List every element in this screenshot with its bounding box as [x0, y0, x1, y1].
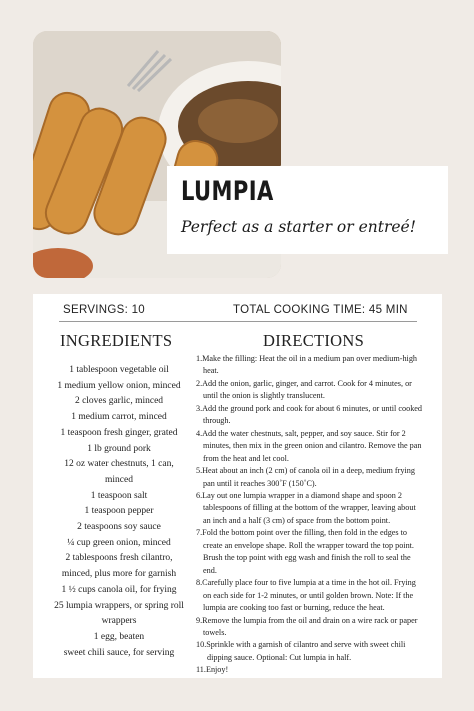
direction-step-line: [196, 465, 436, 477]
direction-step-line: [196, 577, 436, 589]
ingredient-line: sweet chili sauce, for serving: [63, 647, 175, 658]
step-text: Fold the bottom point over the filling, then fold in the edges to: [202, 528, 408, 538]
step-text: an inch and a half (3 cm) of space from the bottom point.: [203, 515, 391, 525]
recipe-subtitle: Perfect as a starter or entreé!: [181, 218, 416, 236]
direction-step-line: [196, 664, 436, 676]
step-number: 9.: [196, 615, 203, 625]
direction-step-line: [196, 515, 436, 527]
step-number: 4.: [196, 428, 203, 438]
step-text: heat.: [203, 366, 219, 376]
step-text: Lay out one lumpia wrapper in a diamond shape and spoon 2: [202, 490, 403, 500]
direction-step-line: [196, 540, 436, 552]
direction-step-line: [196, 627, 436, 639]
ingredient-line: minced: [105, 474, 133, 485]
direction-step-line: [196, 527, 436, 539]
step-text: from the heat and let cool.: [203, 453, 289, 463]
ingredients-heading: INGREDIENTS: [60, 331, 173, 350]
ingredient-line: 2 teaspoons soy sauce: [77, 522, 161, 533]
step-text: Make the filling: Heat the oil in a medium pan over medium-high: [202, 354, 418, 363]
step-text: Enjoy!: [205, 665, 229, 675]
step-number: 3.: [196, 403, 203, 413]
direction-step-line: [196, 390, 436, 402]
servings-label: SERVINGS: 10: [63, 304, 146, 316]
direction-step-line: [196, 502, 436, 514]
direction-step-line: [196, 365, 436, 377]
step-text: dipping sauce. Optional: Cut lumpia in half.: [207, 652, 352, 662]
direction-step-line: [196, 602, 436, 614]
direction-step-line: [196, 615, 436, 627]
ingredient-line: 1 medium carrot, minced: [71, 412, 167, 423]
direction-step-line: [196, 353, 436, 365]
step-number: 1.: [196, 354, 203, 363]
direction-step-line: [196, 478, 436, 490]
step-text: through.: [203, 416, 231, 426]
ingredient-line: 1 teaspoon fresh ginger, grated: [60, 427, 178, 438]
step-number: 7.: [196, 528, 203, 538]
ingredient-line: 1 medium yellow onion, minced: [57, 380, 181, 391]
ingredient-line: 12 oz water chestnuts, 1 can,: [64, 459, 174, 470]
step-text: Add the onion, garlic, ginger, and carrot. Cook for 4 minutes, or: [202, 378, 412, 388]
ingredient-line: 25 lumpia wrappers, or spring roll: [54, 600, 184, 611]
ingredient-line: 1 teaspoon salt: [90, 490, 148, 501]
direction-step-line: [196, 453, 436, 465]
step-text: Add the ground pork and cook for about 6 minutes, or until cooked: [202, 403, 423, 413]
title-box: [167, 166, 448, 254]
direction-step-line: [196, 428, 436, 440]
direction-step-line: [196, 403, 436, 415]
step-text: on each side for 1-2 minutes, or until golden brown. Note: If the: [203, 590, 414, 600]
step-text: Sprinkle with a garnish of cilantro and serve with sweet chili: [206, 640, 406, 650]
step-text: towels.: [203, 627, 227, 637]
ingredient-line: wrappers: [101, 616, 137, 627]
step-text: create an envelope shape. Roll the wrapper toward the top point.: [203, 540, 414, 550]
direction-step-line: [196, 652, 436, 664]
direction-step-line: [196, 565, 436, 577]
ingredient-line: 2 cloves garlic, minced: [74, 396, 164, 407]
direction-step-line: [196, 490, 436, 502]
step-number: 10.: [196, 640, 207, 650]
ingredient-line: 1 lb ground pork: [87, 443, 151, 454]
step-text: Remove the lumpia from the oil and drain on a wire rack or paper: [202, 615, 418, 625]
direction-step-line: [196, 552, 436, 564]
step-text: end.: [203, 565, 217, 575]
direction-step-line: [196, 639, 436, 651]
ingredient-line: 1 teaspoon pepper: [84, 506, 154, 517]
divider: [59, 321, 417, 322]
direction-step-line: [196, 415, 436, 427]
step-text: Heat about an inch (2 cm) of canola oil in a deep, medium frying: [202, 466, 415, 476]
step-text: minutes, then mix in the green onion and cilantro. Remove the pan: [203, 441, 422, 451]
ingredient-line: ¼ cup green onion, minced: [67, 537, 171, 548]
ingredient-line: 2 tablespoons fresh cilantro,: [65, 553, 173, 564]
directions-heading: DIRECTIONS: [263, 331, 365, 350]
ingredient-line: minced, plus more for garnish: [61, 569, 177, 580]
ingredients-list: [39, 363, 199, 661]
step-text: lumpia are cooking too fast or burning, reduce the heat.: [203, 603, 385, 613]
step-text: Carefully place four to five lumpia at a time in the hot oil. Frying: [202, 578, 416, 588]
step-number: 2.: [196, 378, 203, 388]
step-number: 11.: [196, 665, 206, 675]
step-text: Add the water chestnuts, salt, pepper, and soy sauce. Stir for 2: [202, 428, 406, 438]
step-number: 6.: [196, 490, 203, 500]
direction-step-line: [196, 590, 436, 602]
ingredient-line: 1 tablespoon vegetable oil: [69, 365, 169, 375]
step-text: tablespoons of filling at the bottom of the wrapper, leaving about: [203, 503, 416, 513]
step-text: until the onion is slightly translucent.: [203, 391, 325, 401]
cooking-time-label: TOTAL COOKING TIME: 45 MIN: [233, 304, 408, 316]
direction-step-line: [196, 440, 436, 452]
step-number: 5.: [196, 466, 203, 476]
step-number: 8.: [196, 578, 203, 588]
recipe-title: LUMPIA: [181, 176, 274, 207]
directions-list: [196, 353, 436, 677]
step-text: Brush the top point with egg wash and finish the roll to seal the: [203, 553, 411, 563]
direction-step-line: [196, 378, 436, 390]
recipe-card: [33, 294, 442, 678]
step-text: pan until it reaches 300˚F (150˚C).: [203, 478, 317, 488]
ingredient-line: 1 ½ cups canola oil, for frying: [61, 584, 177, 595]
ingredient-line: 1 egg, beaten: [93, 631, 145, 642]
